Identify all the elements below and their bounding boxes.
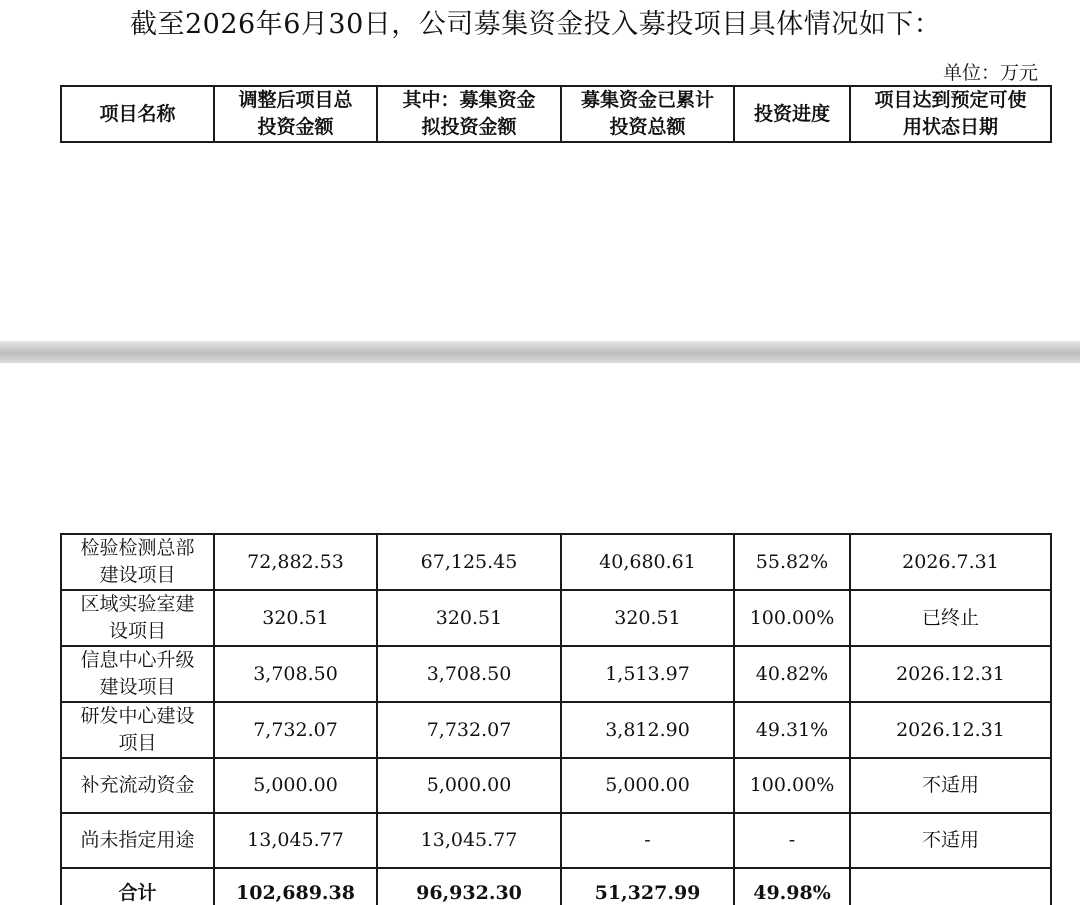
table-body — [60, 533, 1052, 905]
cell-adjusted: 7,732.07 — [214, 702, 377, 758]
header-progress: 投资进度 — [734, 86, 850, 142]
cell-cumulative: 40,680.61 — [561, 534, 734, 590]
blank-area — [0, 145, 1080, 341]
cell-progress: 49.31% — [734, 702, 850, 758]
cell-project-name — [61, 758, 214, 813]
project-name-line: 区域实验室建 — [80, 593, 195, 615]
cell-planned: 320.51 — [377, 590, 561, 646]
cell-date: 2026.12.31 — [850, 646, 1051, 702]
table-row — [61, 646, 1051, 702]
project-name-line: 补充流动资金 — [80, 774, 195, 796]
cell-cumulative: 1,513.97 — [561, 646, 734, 702]
cell-cumulative: - — [561, 813, 734, 868]
cell-date: 2026.7.31 — [850, 534, 1051, 590]
cell-cumulative: 320.51 — [561, 590, 734, 646]
header-cumulative — [561, 86, 734, 142]
cell-planned: 7,732.07 — [377, 702, 561, 758]
cell-date: 不适用 — [850, 758, 1051, 813]
project-name-line: 项目 — [118, 732, 157, 754]
total-planned: 96,932.30 — [377, 868, 561, 905]
header-line: 投资总额 — [609, 116, 686, 138]
cell-progress: 55.82% — [734, 534, 850, 590]
project-name-line: 尚未指定用途 — [80, 829, 195, 851]
total-cumulative: 51,327.99 — [561, 868, 734, 905]
table-header — [60, 85, 1052, 143]
cell-planned: 67,125.45 — [377, 534, 561, 590]
cell-project-name — [61, 813, 214, 868]
header-line: 项目达到预定可使 — [874, 89, 1027, 111]
cell-progress: 100.00% — [734, 590, 850, 646]
table-row — [61, 813, 1051, 868]
header-line: 投资金额 — [257, 116, 334, 138]
cell-date: 已终止 — [850, 590, 1051, 646]
total-adjusted: 102,689.38 — [214, 868, 377, 905]
cell-project-name — [61, 534, 214, 590]
cell-adjusted: 5,000.00 — [214, 758, 377, 813]
table-row — [61, 534, 1051, 590]
header-ready-date — [850, 86, 1051, 142]
cell-adjusted: 72,882.53 — [214, 534, 377, 590]
cell-date: 不适用 — [850, 813, 1051, 868]
header-adjusted-total — [214, 86, 377, 142]
header-line: 其中：募集资金 — [402, 89, 536, 111]
cell-adjusted: 320.51 — [214, 590, 377, 646]
cell-adjusted: 13,045.77 — [214, 813, 377, 868]
cell-planned: 5,000.00 — [377, 758, 561, 813]
cell-progress: 100.00% — [734, 758, 850, 813]
cell-planned: 3,708.50 — [377, 646, 561, 702]
header-line: 拟投资金额 — [421, 116, 517, 138]
unit-label: 单位：万元 — [942, 62, 1038, 84]
project-name-line: 建设项目 — [99, 676, 176, 698]
total-row — [61, 868, 1051, 905]
intro-paragraph: 截至2026年6月30日，公司募集资金投入募投项目具体情况如下： — [130, 9, 942, 40]
table-row — [61, 758, 1051, 813]
header-line: 募集资金已累计 — [580, 89, 714, 111]
cell-cumulative: 5,000.00 — [561, 758, 734, 813]
screenshot-divider — [0, 341, 1080, 363]
project-name-line: 信息中心升级 — [80, 649, 195, 671]
project-name-line: 设项目 — [108, 620, 166, 642]
header-planned-raised — [377, 86, 561, 142]
header-row — [61, 86, 1051, 142]
cell-adjusted: 3,708.50 — [214, 646, 377, 702]
cell-project-name — [61, 702, 214, 758]
project-name-line: 检验检测总部 — [80, 537, 195, 559]
header-project-name: 项目名称 — [61, 86, 214, 142]
table-row — [61, 702, 1051, 758]
cell-date: 2026.12.31 — [850, 702, 1051, 758]
total-name: 合计 — [61, 868, 214, 905]
header-line: 调整后项目总 — [238, 89, 353, 111]
cell-project-name — [61, 646, 214, 702]
table-row — [61, 590, 1051, 646]
project-name-line: 研发中心建设 — [80, 705, 195, 727]
cell-progress: 40.82% — [734, 646, 850, 702]
header-line: 用状态日期 — [902, 116, 998, 138]
total-progress: 49.98% — [734, 868, 850, 905]
cell-progress: - — [734, 813, 850, 868]
cell-project-name — [61, 590, 214, 646]
cell-cumulative: 3,812.90 — [561, 702, 734, 758]
total-date — [850, 868, 1051, 905]
cell-planned: 13,045.77 — [377, 813, 561, 868]
project-name-line: 建设项目 — [99, 564, 176, 586]
